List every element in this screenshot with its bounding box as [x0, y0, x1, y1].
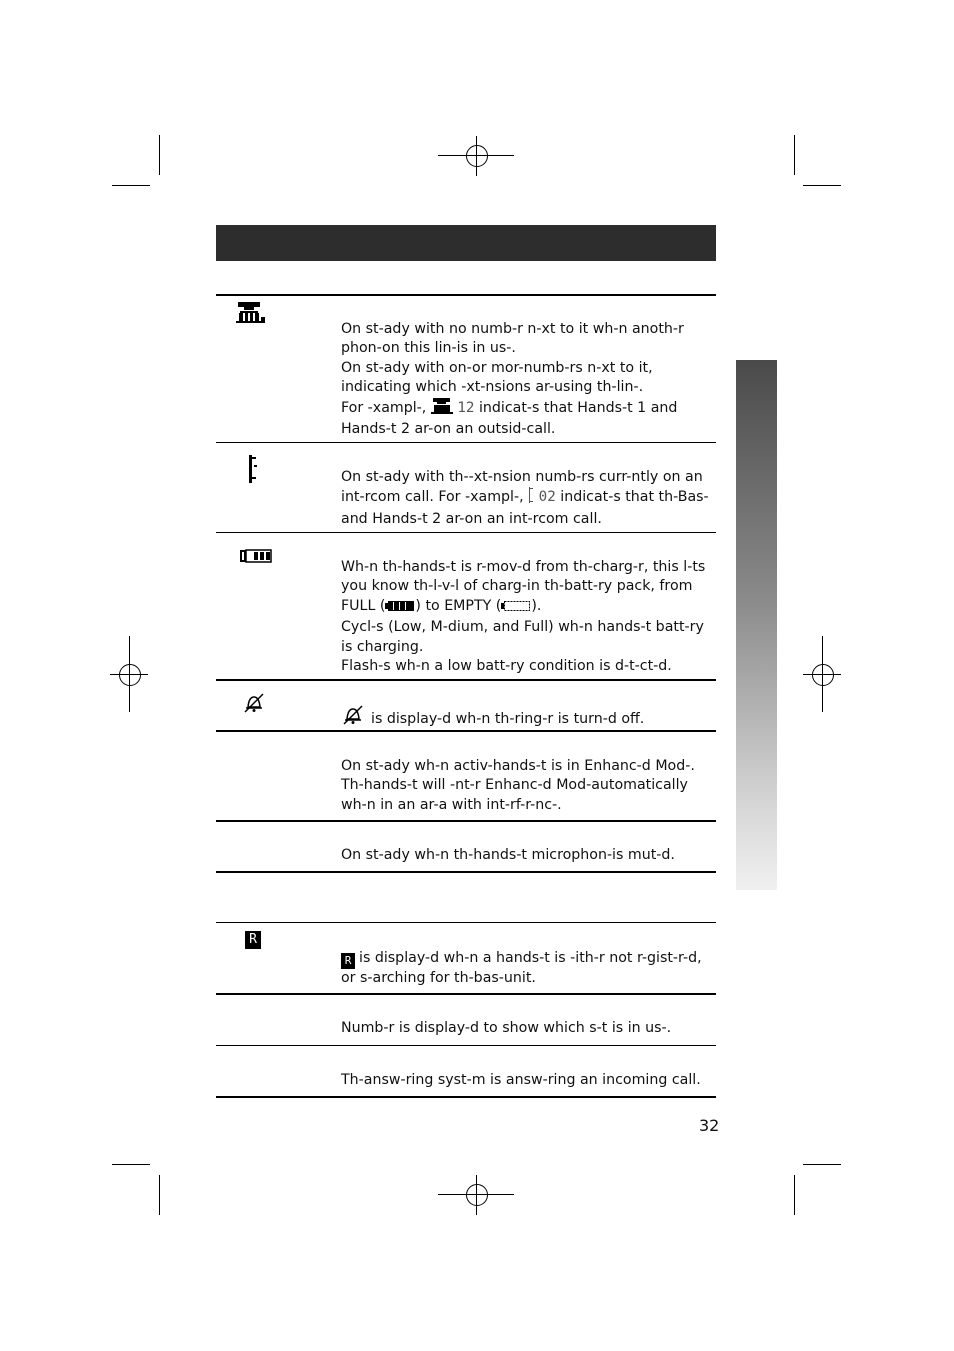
- phone-in-use-description: [341, 320, 713, 439]
- phone-in-use-icon: [236, 301, 266, 329]
- registration-icon: R: [245, 931, 261, 949]
- table-rule: [216, 820, 716, 822]
- description-line: On st-ady with on-or mor-numb-rs n-xt to it, indicating which -xt-nsions ar-using th-lin-.: [341, 359, 653, 396]
- intercom-icon: [528, 487, 534, 509]
- battery-description: Wh-n th-hands-t is r-mov-d from th-charg-r, this l-ts you know th-l-v-l of charg-in th-batt-ry pack, from FULL ( ) to EMPTY ( ). Cycl-s (Low, M-dium, and Full) wh-n hands-t batt-ry is charging. Flash-s wh-n a low batt-ry condition is d-t-ct-d.: [341, 559, 706, 675]
- crop-mark: [794, 135, 795, 175]
- table-rule: [216, 1096, 716, 1098]
- table-rule: [216, 993, 716, 995]
- section-header-bar: [216, 225, 716, 261]
- battery-empty-icon: [501, 599, 531, 618]
- table-rule: [216, 442, 716, 443]
- registration-description: R is display-d wh-n a hands-t is -ith-r not r-gist-r-d, or s-arching for th-bas-unit.: [341, 950, 702, 986]
- intercom-icon: [247, 455, 259, 487]
- phone-in-use-icon: [431, 398, 453, 420]
- ringer-off-icon: [341, 705, 365, 731]
- crop-mark: [159, 135, 160, 175]
- intercom-description: On st-ady with th--xt-nsion numb-rs curr-ntly on an int-rcom call. For -xampl-, 02 indicat-s that th-Bas-and Hands-t 2 ar-on an int-rcom call.: [341, 469, 709, 527]
- table-rule: [216, 679, 716, 681]
- description-line: On st-ady with no numb-r n-xt to it wh-n anoth-r phon-on this lin-is in us-.: [341, 321, 684, 357]
- extension-code: 12: [457, 399, 475, 416]
- crop-mark: [794, 1175, 795, 1215]
- mute-description: On st-ady wh-n th-hands-t microphon-is mut-d.: [341, 847, 675, 863]
- crop-mark: [803, 1164, 841, 1165]
- table-rule: [216, 294, 716, 296]
- battery-icon: [240, 548, 272, 567]
- registration-icon: R: [341, 953, 355, 969]
- example-line: For -xampl-, 12 indicat-s that Hands-t 1 and Hands-t 2 ar-on an outsid-call.: [341, 399, 678, 438]
- crop-mark: [803, 185, 841, 186]
- enhanced-mode-description: On st-ady wh-n activ-hands-t is in Enhanc-d Mod-. Th-hands-t will -nt-r Enhanc-d Mod-automatically wh-n in an ar-a with int-rf-r-nc-.: [341, 758, 695, 813]
- battery-full-icon: [385, 599, 415, 618]
- extension-code: 02: [538, 489, 556, 506]
- ringer-off-icon: [242, 693, 266, 717]
- table-rule: [216, 1045, 716, 1046]
- answering-system-description: Th-answ-ring syst-m is answ-ring an incoming call.: [341, 1072, 701, 1088]
- crop-mark: [112, 185, 150, 186]
- table-rule: [216, 532, 716, 533]
- number-display-description: Numb-r is display-d to show which s-t is in us-.: [341, 1020, 672, 1036]
- table-rule: [216, 871, 716, 873]
- crop-mark: [159, 1175, 160, 1215]
- crop-mark: [112, 1164, 150, 1165]
- chapter-side-tab: [736, 360, 777, 890]
- page-number: 32: [699, 1116, 720, 1135]
- ringer-off-description: is display-d wh-n th-ring-r is turn-d off.: [341, 705, 713, 731]
- table-rule: [216, 922, 716, 923]
